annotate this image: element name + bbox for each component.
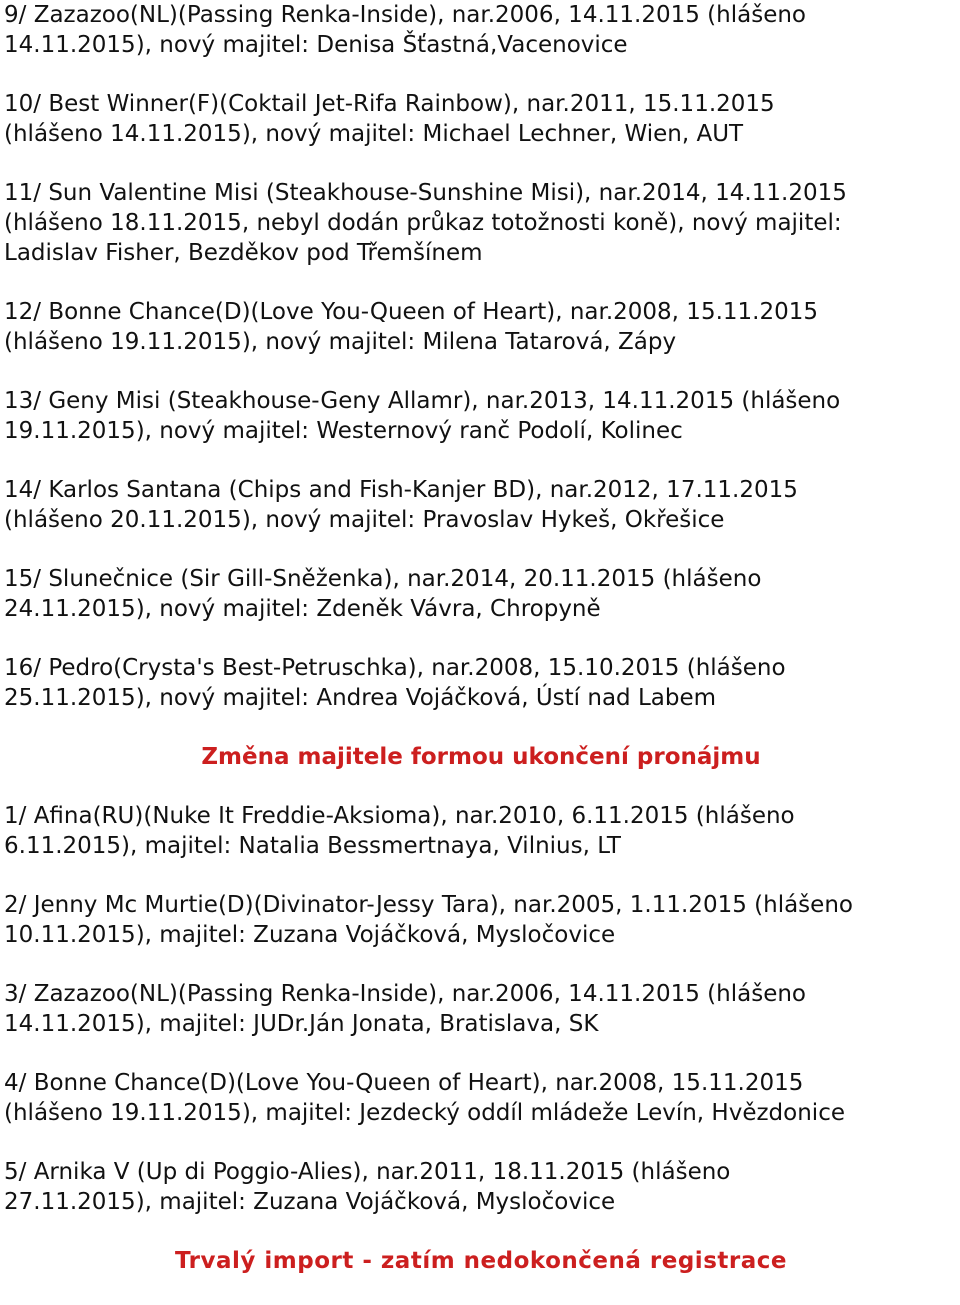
entry-line: (hlášeno 20.11.2015), nový majitel: Pravoslav Hykeš, Okřešice	[4, 507, 725, 533]
entry-line: 13/ Geny Misi (Steakhouse-Geny Allamr), nar.2013, 14.11.2015 (hlášeno	[4, 388, 841, 414]
entry-line: 14.11.2015), majitel: JUDr.Ján Jonata, Bratislava, SK	[4, 1011, 599, 1037]
list-item	[4, 475, 958, 535]
entry-line: 10.11.2015), majitel: Zuzana Vojáčková, Mysločovice	[4, 922, 616, 948]
list-item	[4, 297, 958, 357]
entry-line: (hlášeno 19.11.2015), majitel: Jezdecký oddíl mládeže Levín, Hvězdonice	[4, 1100, 845, 1126]
list-item	[4, 1068, 958, 1128]
ownership-change-list	[4, 0, 958, 713]
section-heading-lease-end: Změna majitele formou ukončení pronájmu	[201, 744, 761, 770]
entry-line: (hlášeno 19.11.2015), nový majitel: Milena Tatarová, Zápy	[4, 329, 677, 355]
list-item	[4, 653, 958, 713]
entry-line: 12/ Bonne Chance(D)(Love You-Queen of Heart), nar.2008, 15.11.2015	[4, 299, 818, 325]
entry-line: (hlášeno 18.11.2015, nebyl dodán průkaz totožnosti koně), nový majitel:	[4, 210, 842, 236]
entry-line: 24.11.2015), nový majitel: Zdeněk Vávra, Chropyně	[4, 596, 601, 622]
entry-line: Ladislav Fisher, Bezděkov pod Třemšínem	[4, 240, 483, 266]
entry-line: 5/ Arnika V (Up di Poggio-Alies), nar.2011, 18.11.2015 (hlášeno	[4, 1159, 731, 1185]
entry-line: 27.11.2015), majitel: Zuzana Vojáčková, Mysločovice	[4, 1189, 616, 1215]
entry-line: 19.11.2015), nový majitel: Westernový ranč Podolí, Kolinec	[4, 418, 683, 444]
entry-line: (hlášeno 14.11.2015), nový majitel: Michael Lechner, Wien, AUT	[4, 121, 744, 147]
list-item	[4, 89, 958, 149]
entry-line: 14.11.2015), nový majitel: Denisa Šťastná,Vacenovice	[4, 32, 628, 58]
entry-line: 4/ Bonne Chance(D)(Love You-Queen of Heart), nar.2008, 15.11.2015	[4, 1070, 804, 1096]
list-item	[4, 890, 958, 950]
list-item	[4, 386, 958, 446]
entry-line: 16/ Pedro(Crysta's Best-Petruschka), nar.2008, 15.10.2015 (hlášeno	[4, 655, 786, 681]
list-item	[4, 564, 958, 624]
entry-line: 15/ Slunečnice (Sir Gill-Sněženka), nar.2014, 20.11.2015 (hlášeno	[4, 566, 762, 592]
list-item	[4, 979, 958, 1039]
entry-line: 6.11.2015), majitel: Natalia Bessmertnaya, Vilnius, LT	[4, 833, 621, 859]
list-item	[4, 0, 958, 60]
entry-line: 1/ Afina(RU)(Nuke It Freddie-Aksioma), nar.2010, 6.11.2015 (hlášeno	[4, 803, 795, 829]
list-item	[4, 801, 958, 861]
entry-line: 11/ Sun Valentine Misi (Steakhouse-Sunshine Misi), nar.2014, 14.11.2015	[4, 180, 847, 206]
section-heading-permanent-import: Trvalý import - zatím nedokončená registrace	[175, 1248, 787, 1274]
entry-line: 9/ Zazazoo(NL)(Passing Renka-Inside), nar.2006, 14.11.2015 (hlášeno	[4, 2, 807, 28]
entry-line: 2/ Jenny Mc Murtie(D)(Divinator-Jessy Tara), nar.2005, 1.11.2015 (hlášeno	[4, 892, 853, 918]
entry-line: 10/ Best Winner(F)(Coktail Jet-Rifa Rainbow), nar.2011, 15.11.2015	[4, 91, 775, 117]
entry-line: 14/ Karlos Santana (Chips and Fish-Kanjer BD), nar.2012, 17.11.2015	[4, 477, 798, 503]
entry-line: 25.11.2015), nový majitel: Andrea Vojáčková, Ústí nad Labem	[4, 685, 717, 711]
list-item	[4, 178, 958, 268]
document-page	[4, 0, 958, 1305]
lease-end-list	[4, 801, 958, 1217]
list-item	[4, 1157, 958, 1217]
entry-line: 3/ Zazazoo(NL)(Passing Renka-Inside), nar.2006, 14.11.2015 (hlášeno	[4, 981, 807, 1007]
